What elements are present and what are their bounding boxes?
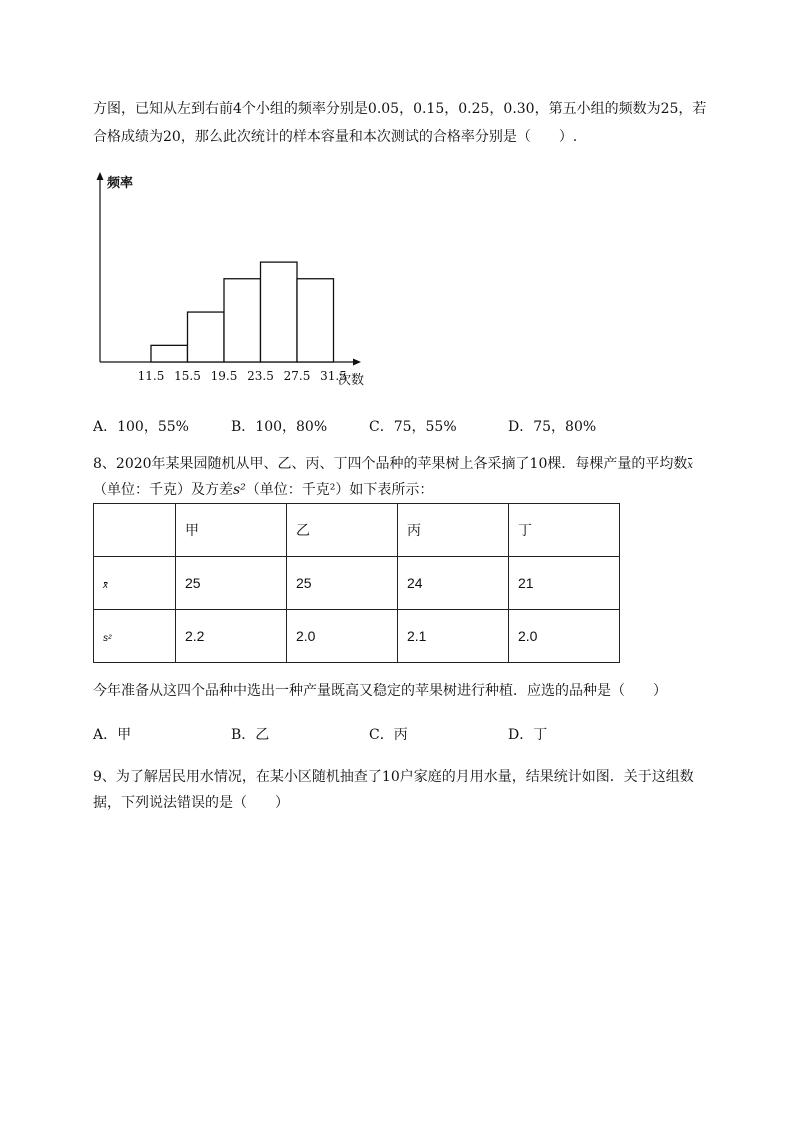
q8-line2-b: （单位：千克²）如下表所示： bbox=[245, 482, 434, 498]
q8-line2-a: （单位：千克）及方差 bbox=[93, 482, 233, 498]
table-cell-var-yi: 2.0 bbox=[287, 610, 398, 663]
q9-text-line-1: 9、为了解居民用水情况，在某小区随机抽查了10户家庭的月用水量，结果统计如图．关于这组数 bbox=[93, 769, 694, 785]
histogram-bar-3 bbox=[224, 279, 261, 362]
q7-option-d: D．75，80% bbox=[508, 419, 597, 435]
q7-text-line-2: 合格成绩为20，那么此次统计的样本容量和本次测试的合格率分别是（ ）. bbox=[93, 129, 578, 145]
x-tick-label: 27.5 bbox=[283, 369, 311, 383]
q9-text-line-2: 据，下列说法错误的是（ ） bbox=[93, 795, 289, 811]
x-tick-label: 23.5 bbox=[247, 369, 274, 383]
table-cell-mean-label bbox=[94, 557, 176, 610]
table-cell-header-corner bbox=[94, 504, 176, 557]
table-cell-header-jia: 甲 bbox=[176, 504, 287, 557]
q7-option-c: C．75，55% bbox=[369, 419, 457, 435]
q8-option-c: C．丙 bbox=[369, 727, 408, 743]
table-mean-symbol: x bbox=[103, 580, 108, 591]
q8-option-d: D．丁 bbox=[508, 727, 548, 743]
x-tick-label: 11.5 bbox=[137, 369, 165, 383]
table-cell-var-jia: 2.2 bbox=[176, 610, 287, 663]
table-cell-mean-yi: 25 bbox=[287, 557, 398, 610]
variance-symbol: s² bbox=[233, 482, 246, 498]
table-cell-header-ding: 丁 bbox=[509, 504, 620, 557]
table-row-variance bbox=[94, 610, 620, 663]
frequency-histogram bbox=[88, 168, 388, 393]
table-cell-variance-label bbox=[94, 610, 176, 663]
q7-option-b: B．100，80% bbox=[231, 419, 328, 435]
table-cell-mean-bing: 24 bbox=[398, 557, 509, 610]
y-axis-label: 频率 bbox=[107, 176, 134, 191]
variety-stats-table bbox=[93, 503, 620, 663]
y-axis-arrow bbox=[97, 172, 104, 180]
table-cell-header-yi: 乙 bbox=[287, 504, 398, 557]
table-cell-header-bing: 丙 bbox=[398, 504, 509, 557]
histogram-bar-2 bbox=[188, 312, 225, 362]
histogram-bar-4 bbox=[261, 262, 298, 362]
table-cell-mean-ding: 21 bbox=[509, 557, 620, 610]
x-tick-label: 15.5 bbox=[174, 369, 201, 383]
x-axis-arrow bbox=[353, 359, 361, 366]
q8-text-line-2 bbox=[93, 480, 433, 500]
table-cell-var-ding: 2.0 bbox=[509, 610, 620, 663]
q7-text-line-1: 方图，已知从左到右前4个小组的频率分别是0.05，0.15，0.25，0.30，第五小组的频数为25，若 bbox=[93, 101, 707, 117]
x-axis-label: 次数 bbox=[338, 373, 365, 388]
histogram-bar-5 bbox=[297, 279, 334, 362]
table-variance-symbol: s² bbox=[103, 633, 112, 644]
x-tick-label: 19.5 bbox=[210, 369, 238, 383]
mean-symbol: x bbox=[687, 456, 693, 476]
q8-option-b: B．乙 bbox=[231, 727, 270, 743]
q8-question: 今年准备从这四个品种中选出一种产量既高又稳定的苹果树进行种植．应选的品种是（ ） bbox=[93, 683, 667, 699]
x-tick-label: 31.5 bbox=[320, 369, 347, 383]
q8-option-a: A．甲 bbox=[93, 727, 132, 743]
table-cell-var-bing: 2.1 bbox=[398, 610, 509, 663]
q8-text-line-1 bbox=[93, 454, 693, 476]
table-row-mean bbox=[94, 557, 620, 610]
q8-line1-text: 8、2020年某果园随机从甲、乙、丙、丁四个品种的苹果树上各采摘了10棵．每棵产量的平均数 bbox=[93, 456, 688, 472]
q7-option-a: A．100，55% bbox=[93, 419, 189, 435]
table-header-row bbox=[94, 504, 620, 557]
histogram-bar-1 bbox=[151, 345, 188, 362]
table-cell-mean-jia: 25 bbox=[176, 557, 287, 610]
